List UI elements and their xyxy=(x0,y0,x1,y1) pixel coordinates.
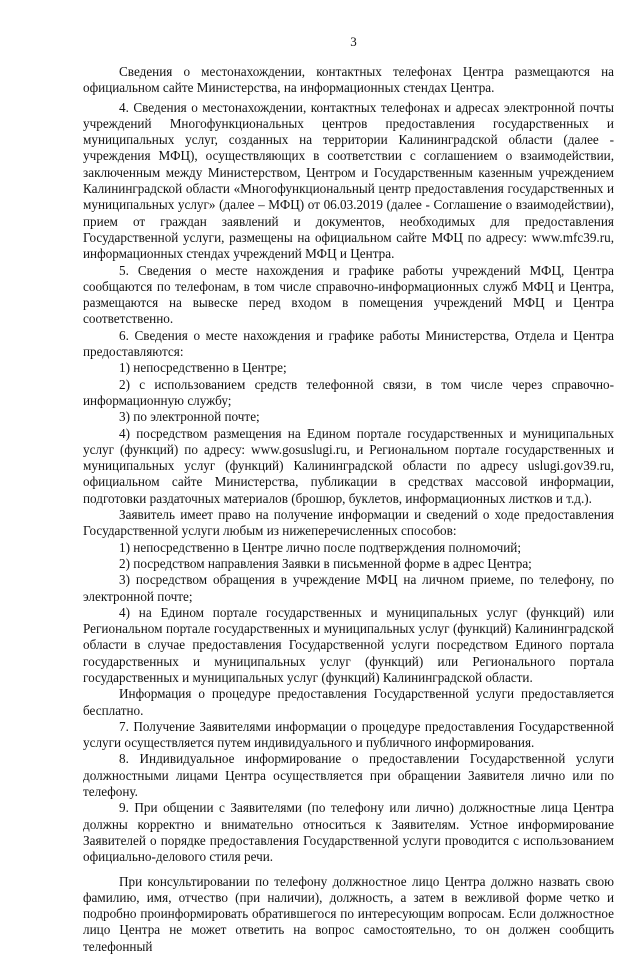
list-item-6-1: 1) непосредственно в Центре; xyxy=(119,360,287,376)
paragraph-6: 6. Сведения о месте нахождения и графике работы Министерства, Отдела и Центра предоставляются: xyxy=(83,327,614,360)
paragraph-4: 4. Сведения о местонахождении, контактных телефонах и адресах электронной почты учреждений Многофункциональных центров предоставления государственных и муниципальных услуг, созданных на территории Калининградской области (далее - учреждения МФЦ), осуществляющих в соответствии с соглашением о взаимодействии, заключенным между Министерством, Центром и Государственным казенным учреждением Калининградской области «Многофункциональный центр предоставления государственных и муниципальных услуг» (далее – МФЦ) от 06.03.2019 (далее - Соглашение о взаимодействии), прием от граждан заявлений и документов, необходимых для предоставления Государственной услуги, размещены на официальном сайте МФЦ по адресу: www.mfc39.ru, информационных стендах учреждений МФЦ и Центра. xyxy=(83,99,614,262)
paragraph-9: 9. При общении с Заявителями (по телефону или лично) должностные лица Центра должны корректно и внимательно относиться к Заявителям. Устное информирование Заявителей о порядке предоставления Государственной услуги проводится с использованием официально-делового стиля речи. xyxy=(83,800,614,865)
list-item-rights-1: 1) непосредственно в Центре лично после подтверждения полномочий; xyxy=(119,539,521,555)
list-item-rights-3: 3) посредством обращения в учреждение МФЦ на личном приеме, по телефону, по электронной почте; xyxy=(83,572,614,604)
paragraph-8: 8. Индивидуальное информирование о предоставлении Государственной услуги должностными лицами Центра осуществляется при обращении Заявителя лично или по телефону. xyxy=(83,751,614,800)
paragraph-5: 5. Сведения о месте нахождения и графике работы учреждений МФЦ, Центра сообщаются по телефонам, в том числе справочно-информационных служб МФЦ и Центра, размещаются на вывеске перед входом в помещения учреждений МФЦ и Центра соответственно. xyxy=(83,262,614,327)
page-number: 3 xyxy=(350,34,357,49)
paragraph-intro: Сведения о местонахождении, контактных телефонах Центра размещаются на официальном сайте Министерства, на информационных стендах Центра. xyxy=(83,64,614,96)
list-item-rights-2: 2) посредством направления Заявки в письменной форме в адрес Центра; xyxy=(119,555,532,571)
paragraph-7: 7. Получение Заявителями информации о процедуре предоставления Государственной услуги осуществляется путем индивидуального и публичного информирования. xyxy=(83,718,614,751)
paragraph-phone-consulting: При консультировании по телефону должностное лицо Центра должно назвать свою фамилию, имя, отчество (при наличии), должность, а затем в вежливой форме четко и подробно проинформировать обратившегося по интересующим вопросам. Если должностное лицо Центра не может ответить на вопрос самостоятельно, то он должен сообщить телефонный xyxy=(83,873,614,954)
list-item-rights-4: 4) на Едином портале государственных и муниципальных услуг (функций) или Региональном портале государственных и муниципальных услуг (функций) Калининградской области в случае предоставления Государственной услуги посредством Единого портала государственных и муниципальных услуг (функций) или Регионального портала государственных и муниципальных услуг (функций) Калининградской области. xyxy=(83,604,614,685)
list-item-6-4: 4) посредством размещения на Едином портале государственных и муниципальных услуг (функций) по адресу: www.gosuslugi.ru, и Региональном портале государственных и муниципальных услуг (функций) Калининградской области по адресу uslugi.gov39.ru, официальном сайте Министерства, публикации в средствах массовой информации, подготовки раздаточных материалов (брошюр, буклетов, информационных листков и т.д.). xyxy=(83,425,614,506)
paragraph-free-info: Информация о процедуре предоставления Государственной услуги предоставляется бесплатно. xyxy=(83,686,614,718)
list-item-6-2: 2) с использованием средств телефонной связи, в том числе через справочно-информационную службу; xyxy=(83,376,614,408)
list-item-6-3: 3) по электронной почте; xyxy=(119,409,260,425)
paragraph-applicant-rights: Заявитель имеет право на получение информации и сведений о ходе предоставления Государственной услуги любым из нижеперечисленных способов: xyxy=(83,507,614,539)
